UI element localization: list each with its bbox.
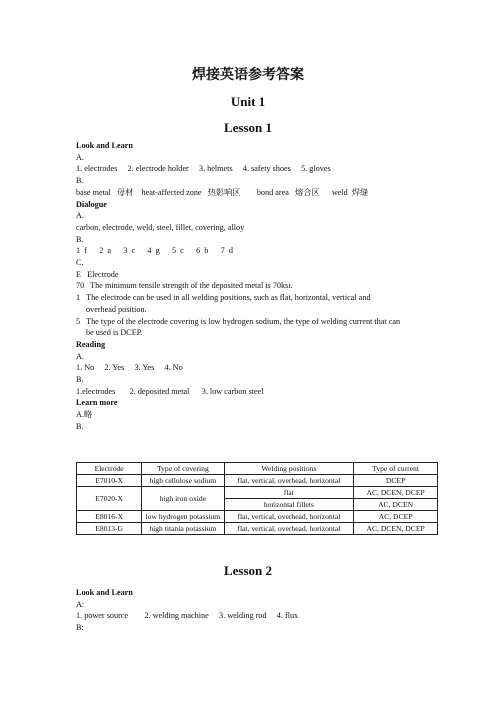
reading-heading: Reading — [76, 339, 106, 349]
document-title: 焊接英语参考答案 — [192, 68, 304, 83]
electrode-table — [76, 462, 438, 535]
table-cell: high iron oxide — [142, 487, 224, 511]
dialogue-c-item-1-cont: overhead position. — [86, 304, 147, 314]
table-header-cell: Electrode — [77, 463, 142, 475]
table-cell: flat — [224, 487, 354, 499]
table-cell: E7020-X — [77, 487, 142, 511]
table-cell: E7010-X — [77, 475, 142, 487]
table-cell: flat, vertical, overhead, horizontal — [224, 511, 354, 523]
dialogue-c-item-1: 1 The electrode can be used in all welding positions, such as flat, horizontal, vertical and — [76, 293, 371, 303]
table-cell: high titania potassium — [142, 523, 224, 535]
reading-b-answers: 1.electrodes 2. deposited metal 3. low carbon steel — [76, 386, 264, 396]
lesson-2-heading: Lesson 2 — [223, 563, 273, 578]
table-row — [77, 487, 438, 499]
lesson-1-heading: Lesson 1 — [223, 120, 273, 135]
table-cell: horizontal fillets — [224, 499, 354, 511]
table-cell: high cellulose sodium — [142, 475, 224, 487]
dialogue-a-label: A. — [76, 211, 84, 221]
section-a-answers: 1. electrodes 2. electrode holder 3. helmets 4. safety shoes 5. gloves — [76, 164, 331, 174]
table-row — [77, 523, 438, 535]
dialogue-c-item-5-cont: be used is DCEP. — [86, 328, 143, 338]
table-cell: AC, DCEN — [354, 499, 438, 511]
lesson-2-a-answers: 1. power source 2. welding machine 3. welding rod 4. flux — [76, 611, 299, 621]
learn-more-heading: Learn more — [76, 398, 118, 408]
lesson-1-body — [76, 140, 446, 433]
lesson-2-body — [76, 587, 446, 634]
dialogue-a-answers: carbon, electrode, weld, steel, fillet, covering, alloy — [76, 222, 245, 232]
table-cell: AC, DCEN, DCEP — [354, 523, 438, 535]
table-cell: AC, DCEN, DCEP — [354, 487, 438, 499]
learn-more-a: A.略 — [76, 410, 93, 420]
table-cell: E8013-G — [77, 523, 142, 535]
lesson-2-b-label: B: — [76, 623, 84, 633]
table-cell: E8016-X — [77, 511, 142, 523]
table-cell: flat, vertical, overhead, horizontal — [224, 523, 354, 535]
table-header-cell: Type of current — [354, 463, 438, 475]
table-row — [77, 511, 438, 523]
reading-b-label: B. — [76, 375, 84, 385]
learn-more-b-label: B. — [76, 421, 84, 431]
section-b-answers: base metal 母材 heat-affected zone 热影响区 bond area 熔合区 weld 焊缝 — [76, 187, 369, 197]
dialogue-c-item-70: 70 The minimum tensile strength of the deposited metal is 70ksi. — [76, 281, 293, 291]
lesson-2-a-label: A: — [76, 599, 85, 609]
table-cell: AC, DCEP — [354, 511, 438, 523]
dialogue-heading: Dialogue — [76, 199, 107, 209]
table-cell: flat, vertical, overhead, horizontal — [224, 475, 354, 487]
table-cell: DCEP — [354, 475, 438, 487]
dialogue-c-item-5: 5 The type of the electrode covering is low hydrogen sodium, the type of welding current that can — [76, 316, 401, 326]
look-and-learn-heading: Look and Learn — [76, 141, 133, 150]
table-row — [77, 475, 438, 487]
dialogue-c-item-e: E Electrode — [76, 269, 119, 279]
table-header-cell: Type of covering — [142, 463, 224, 475]
section-a-label: A. — [76, 152, 84, 162]
unit-heading: Unit 1 — [230, 94, 266, 109]
dialogue-b-answers: 1 f 2 a 3 c 4 g 5 c 6 b 7 d — [76, 246, 233, 256]
section-b-label: B. — [76, 176, 84, 186]
reading-a-label: A. — [76, 351, 84, 361]
table-header-row — [77, 463, 438, 475]
dialogue-c-label: C. — [76, 258, 84, 268]
lesson-2-look-and-learn: Look and Learn — [76, 588, 133, 597]
reading-a-answers: 1. No 2. Yes 3. Yes 4. No — [76, 363, 183, 373]
table-header-cell: Welding positions — [224, 463, 354, 475]
table-cell: low hydrogen potassium — [142, 511, 224, 523]
dialogue-b-label: B. — [76, 234, 84, 244]
